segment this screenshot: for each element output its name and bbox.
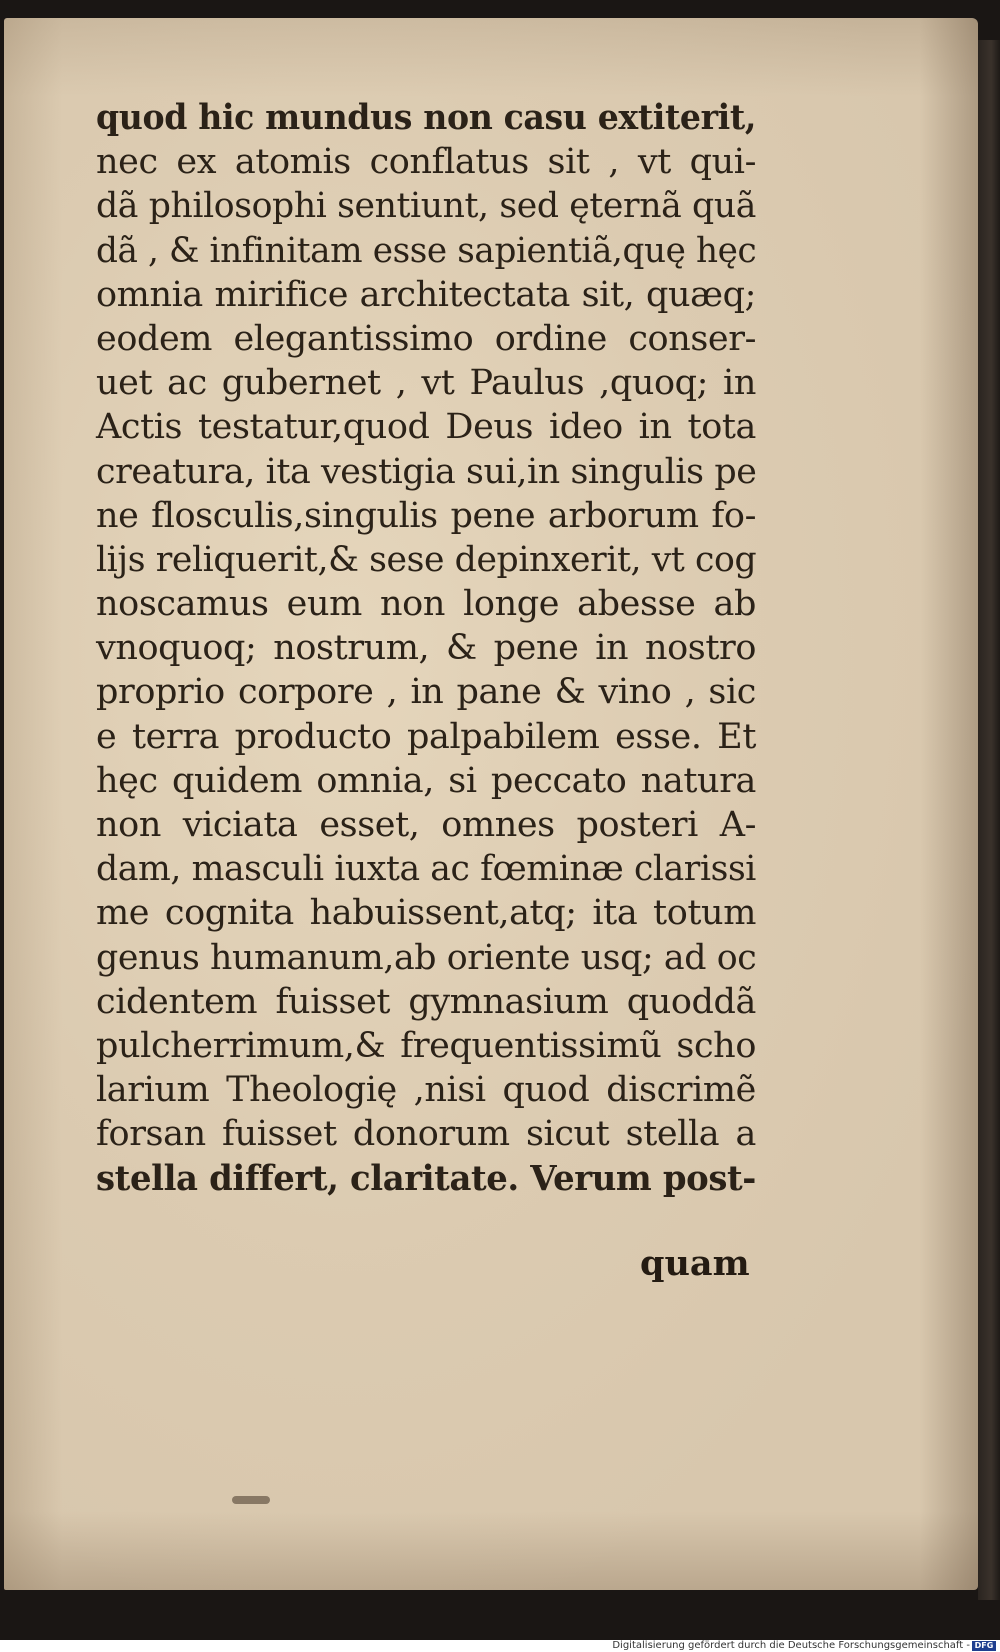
text-line: e terra producto palpabilem esse. Et (96, 716, 756, 757)
text-line: quod hic mundus non casu extiterit, (96, 97, 756, 138)
text-line: hęc quidem omnia, si peccato natura (96, 760, 756, 801)
text-line: lijs reliquerit,& sese depinxerit, vt cog (96, 539, 757, 580)
text-line: larium Theologię ,nisi quod discrimẽ (96, 1070, 756, 1111)
text-line: vnoquoq; nostrum, & pene in nostro (96, 628, 756, 669)
text-line: me cognita habuissent,atq; ita totum (96, 893, 756, 934)
catchword: quam (640, 1243, 750, 1284)
ink-smudge (232, 1496, 270, 1504)
text-line: creatura, ita vestigia sui,in singulis pe (96, 451, 757, 492)
text-line: dã philosophi sentiunt, sed ęternã quã (96, 186, 756, 227)
text-line: proprio corpore , in pane & vino , sic (96, 672, 756, 713)
text-line: pulcherrimum,& frequentissimũ scho (96, 1025, 756, 1066)
text-line: non viciata esset, omnes posteri A- (96, 805, 756, 845)
text-line: dã , & infinitam esse sapientiã,quę hęc (96, 230, 757, 271)
page-text (96, 96, 756, 1201)
book-edge (978, 40, 1000, 1600)
text-line: stella differt, claritate. Verum post- (96, 1157, 756, 1199)
text-line: eodem elegantissimo ordine conser- (96, 318, 756, 359)
text-line: dam, masculi iuxta ac fœminæ clarissi (96, 849, 756, 890)
text-line: uet ac gubernet , vt Paulus ,quoq; in (96, 363, 756, 404)
text-line: noscamus eum non longe abesse ab (96, 584, 756, 625)
footer-credit: Digitalisierung gefördert durch die Deutsche Forschungsgemeinschaft - (612, 1640, 970, 1651)
text-line: Actis testatur,quod Deus ideo in tota (96, 407, 756, 448)
footer-bar (0, 1640, 1000, 1652)
text-line: forsan fuisset donorum sicut stella a (96, 1114, 756, 1155)
text-line: genus humanum,ab oriente usq; ad oc (96, 937, 757, 978)
text-line: cidentem fuisset gymnasium quoddã (96, 981, 756, 1022)
text-line: omnia mirifice architectata sit, quæq; (96, 274, 756, 315)
text-line: nec ex atomis conflatus sit , vt qui- (96, 142, 756, 183)
dfg-logo: DFG (972, 1641, 996, 1651)
text-line: ne flosculis,singulis pene arborum fo- (96, 495, 756, 536)
